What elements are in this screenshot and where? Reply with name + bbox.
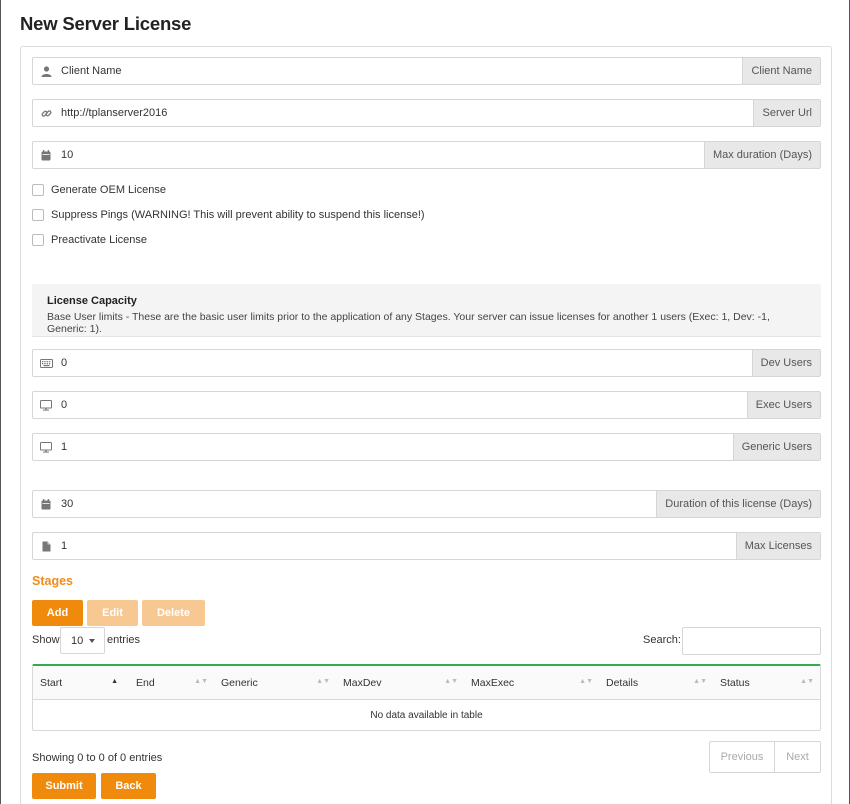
column-header-start[interactable] (33, 666, 129, 699)
server-url-addon: Server Url (753, 100, 820, 126)
table-header (33, 666, 820, 700)
generic-users-input[interactable]: 1 (61, 441, 68, 453)
sort-icon: ▲▼ (444, 678, 458, 685)
user-icon (33, 58, 59, 84)
entries-label: entries (107, 634, 141, 646)
file-icon (33, 533, 59, 559)
page-title: New Server License (20, 13, 192, 34)
generic-users-addon: Generic Users (733, 434, 820, 460)
client-name-input[interactable]: Client Name (61, 65, 122, 77)
column-header-status[interactable] (713, 666, 820, 699)
max-duration-input[interactable]: 10 (61, 149, 74, 161)
column-header-maxdev[interactable] (336, 666, 464, 699)
column-label: MaxExec (471, 676, 515, 689)
column-header-end[interactable] (129, 666, 214, 699)
client-name-group (32, 57, 821, 85)
edit-stage-button[interactable]: Edit (87, 600, 138, 626)
add-stage-button[interactable]: Add (32, 600, 83, 626)
max-licenses-addon: Max Licenses (736, 533, 820, 559)
column-label: Details (606, 676, 639, 689)
column-label: Start (40, 676, 63, 689)
column-header-maxexec[interactable] (464, 666, 599, 699)
delete-stage-button[interactable]: Delete (142, 600, 205, 626)
stages-table (32, 664, 821, 731)
calendar-icon (33, 142, 59, 168)
link-icon (33, 100, 59, 126)
suppress-pings-label: Suppress Pings (WARNING! This will prevent ability to suspend this license!) (51, 209, 425, 221)
stages-title: Stages (32, 574, 73, 588)
dev-users-input[interactable]: 0 (61, 357, 68, 369)
column-header-details[interactable] (599, 666, 713, 699)
preactivate-checkbox[interactable] (32, 234, 44, 246)
client-name-addon: Client Name (742, 58, 820, 84)
search-input[interactable] (682, 627, 821, 655)
oem-license-label: Generate OEM License (51, 184, 166, 196)
back-button[interactable]: Back (101, 773, 156, 799)
server-url-input[interactable]: http://tplanserver2016 (61, 107, 168, 119)
sort-icon: ▲▼ (194, 678, 208, 685)
table-info: Showing 0 to 0 of 0 entries (32, 752, 163, 764)
pagination (709, 741, 821, 773)
table-empty-row: No data available in table (370, 709, 483, 721)
max-licenses-input[interactable]: 1 (61, 540, 68, 552)
column-label: End (136, 676, 155, 689)
chevron-down-icon (89, 639, 95, 643)
sort-icon: ▲▼ (316, 678, 330, 685)
preactivate-label: Preactivate License (51, 234, 147, 246)
search-label: Search: (643, 634, 681, 646)
previous-page-button[interactable]: Previous (710, 742, 775, 772)
monitor-icon (33, 392, 59, 418)
suppress-pings-checkbox[interactable] (32, 209, 44, 221)
exec-users-input[interactable]: 0 (61, 399, 68, 411)
column-label: MaxDev (343, 676, 382, 689)
keyboard-icon (33, 350, 59, 376)
max-duration-group (32, 141, 821, 169)
dev-users-group (32, 349, 821, 377)
max-duration-addon: Max duration (Days) (704, 142, 820, 168)
page-length-select[interactable] (60, 627, 105, 654)
exec-users-group (32, 391, 821, 419)
oem-license-checkbox[interactable] (32, 184, 44, 196)
next-page-button[interactable]: Next (786, 751, 809, 763)
license-capacity-text: Base User limits - These are the basic user limits prior to the application of any Stages. Your server can issue licenses for another 1 users (Exec: 1, Dev: -1, Generic: 1). (47, 311, 770, 335)
page-length-value: 10 (71, 634, 84, 647)
column-label: Generic (221, 676, 258, 689)
dev-users-addon: Dev Users (752, 350, 820, 376)
license-capacity-title: License Capacity (47, 295, 137, 307)
license-duration-input[interactable]: 30 (61, 498, 74, 510)
sort-icon: ▲▼ (579, 678, 593, 685)
column-label: Status (720, 676, 750, 689)
license-capacity-panel (32, 284, 821, 337)
submit-button[interactable]: Submit (32, 773, 96, 799)
show-label: Show (32, 634, 60, 646)
preactivate-option[interactable] (32, 234, 147, 246)
sort-icon: ▲▼ (800, 678, 814, 685)
oem-license-option[interactable] (32, 184, 166, 196)
exec-users-addon: Exec Users (747, 392, 820, 418)
monitor-icon (33, 434, 59, 460)
license-duration-addon: Duration of this license (Days) (656, 491, 820, 517)
server-url-group (32, 99, 821, 127)
column-header-generic[interactable] (214, 666, 336, 699)
sort-icon: ▲▼ (693, 678, 707, 685)
max-licenses-group (32, 532, 821, 560)
license-duration-group (32, 490, 821, 518)
sort-asc-icon: ▲ (111, 678, 118, 685)
calendar-icon (33, 491, 59, 517)
suppress-pings-option[interactable] (32, 209, 425, 221)
generic-users-group (32, 433, 821, 461)
